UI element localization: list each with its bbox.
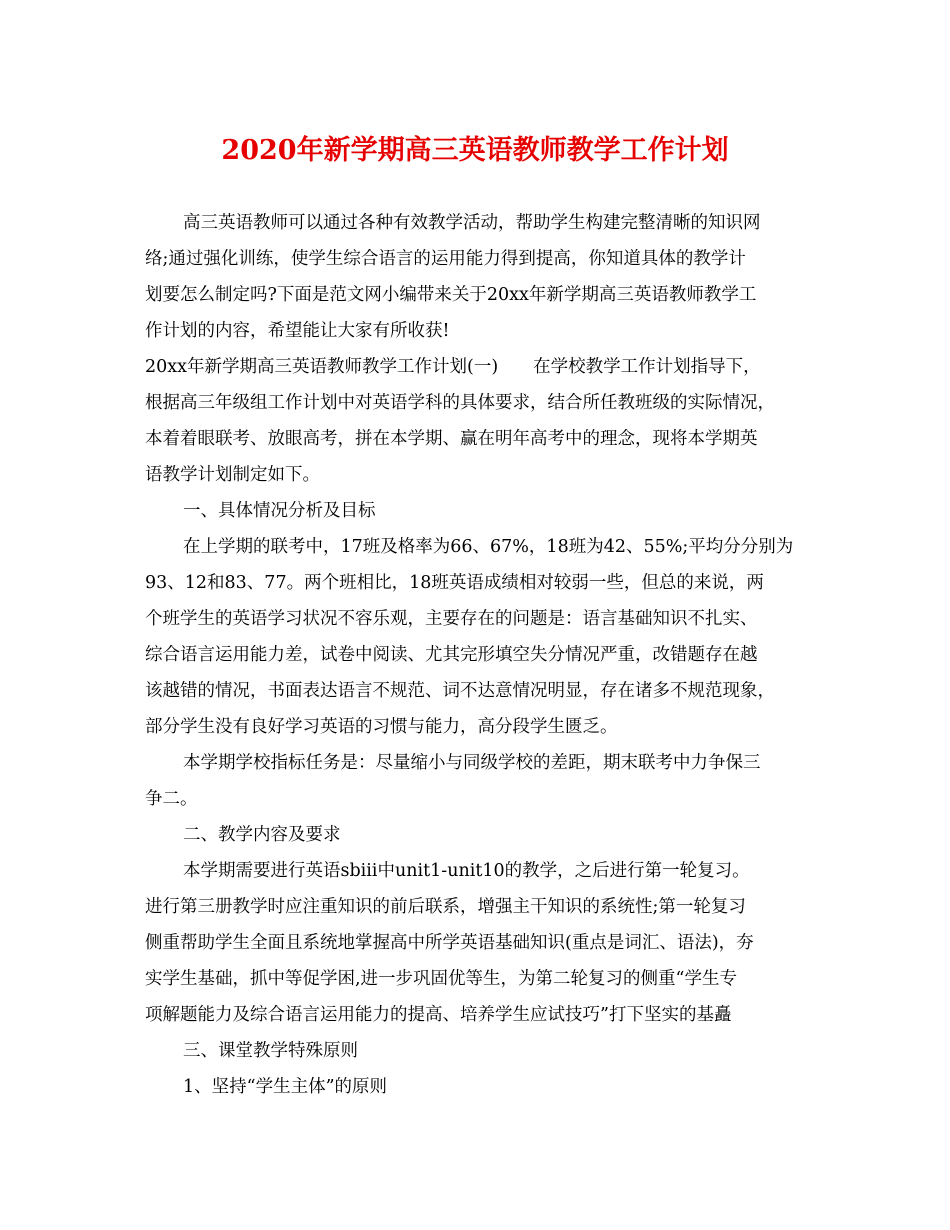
text-line: 络;通过强化训练，使学生综合语言的运用能力得到提高，你知道具体的教学计 (145, 249, 746, 269)
text-line: 划要怎么制定吗?下面是范文网小编带来关于20xx年新学期高三英语教师教学工 (145, 285, 757, 305)
text-line: 根据高三年级组工作计划中对英语学科的具体要求，结合所任教班级的实际情况， (145, 393, 775, 413)
document-body (145, 205, 810, 1105)
text-line: 侧重帮助学生全面且系统地掌握高中所学英语基础知识(重点是词汇、语法)，夯 (145, 933, 754, 953)
text-line: 本着着眼联考、放眼高考，拼在本学期、赢在明年高考中的理念，现将本学期英 (145, 429, 758, 449)
text-line: 一、具体情况分析及目标 (183, 501, 376, 521)
document-title: 2020年新学期高三英语教师教学工作计划 (221, 135, 729, 166)
text-line: 作计划的内容，希望能让大家有所收获! (145, 321, 450, 341)
text-line: 本学期学校指标任务是：尽量缩小与同级学校的差距，期末联考中力争保三 (183, 753, 761, 773)
text-line: 部分学生没有良好学习英语的习惯与能力，高分段学生匮乏。 (145, 717, 618, 737)
text-line: 20xx年新学期高三英语教师教学工作计划(一) 在学校教学工作计划指导下， (145, 357, 761, 377)
text-line: 综合语言运用能力差，试卷中阅读、尤其完形填空失分情况严重，改错题存在越 (145, 645, 758, 665)
text-line: 实学生基础，抓中等促学困,进一步巩固优等生，为第二轮复习的侧重“学生专 (145, 969, 738, 989)
text-line: 在上学期的联考中，17班及格率为66、67%，18班为42、55%;平均分分别为 (183, 537, 794, 557)
text-line: 个班学生的英语学习状况不容乐观，主要存在的问题是：语言基础知识不扎实、 (145, 609, 758, 629)
text-line: 93、12和83、77。两个班相比，18班英语成绩相对较弱一些，但总的来说，两 (145, 573, 764, 593)
text-line: 该越错的情况，书面表达语言不规范、词不达意情况明显，存在诸多不规范现象， (145, 681, 775, 701)
text-line: 进行第三册教学时应注重知识的前后联系，增强主干知识的系统性;第一轮复习 (145, 897, 746, 917)
text-line: 争二。 (145, 789, 198, 809)
text-line: 三、课堂教学特殊原则 (183, 1041, 358, 1061)
text-line: 项解题能力及综合语言运用能力的提高、培养学生应试技巧”打下坚实的基矗 (145, 1005, 732, 1025)
text-line: 本学期需要进行英语sbⅲ中unit1-unit10的教学，之后进行第一轮复习。 (183, 861, 750, 881)
text-line: 语教学计划制定如下。 (145, 465, 320, 485)
text-line: 1、坚持“学生主体”的原则 (183, 1077, 388, 1097)
text-line: 二、教学内容及要求 (183, 825, 341, 845)
text-line: 高三英语教师可以通过各种有效教学活动，帮助学生构建完整清晰的知识网 (183, 213, 761, 233)
